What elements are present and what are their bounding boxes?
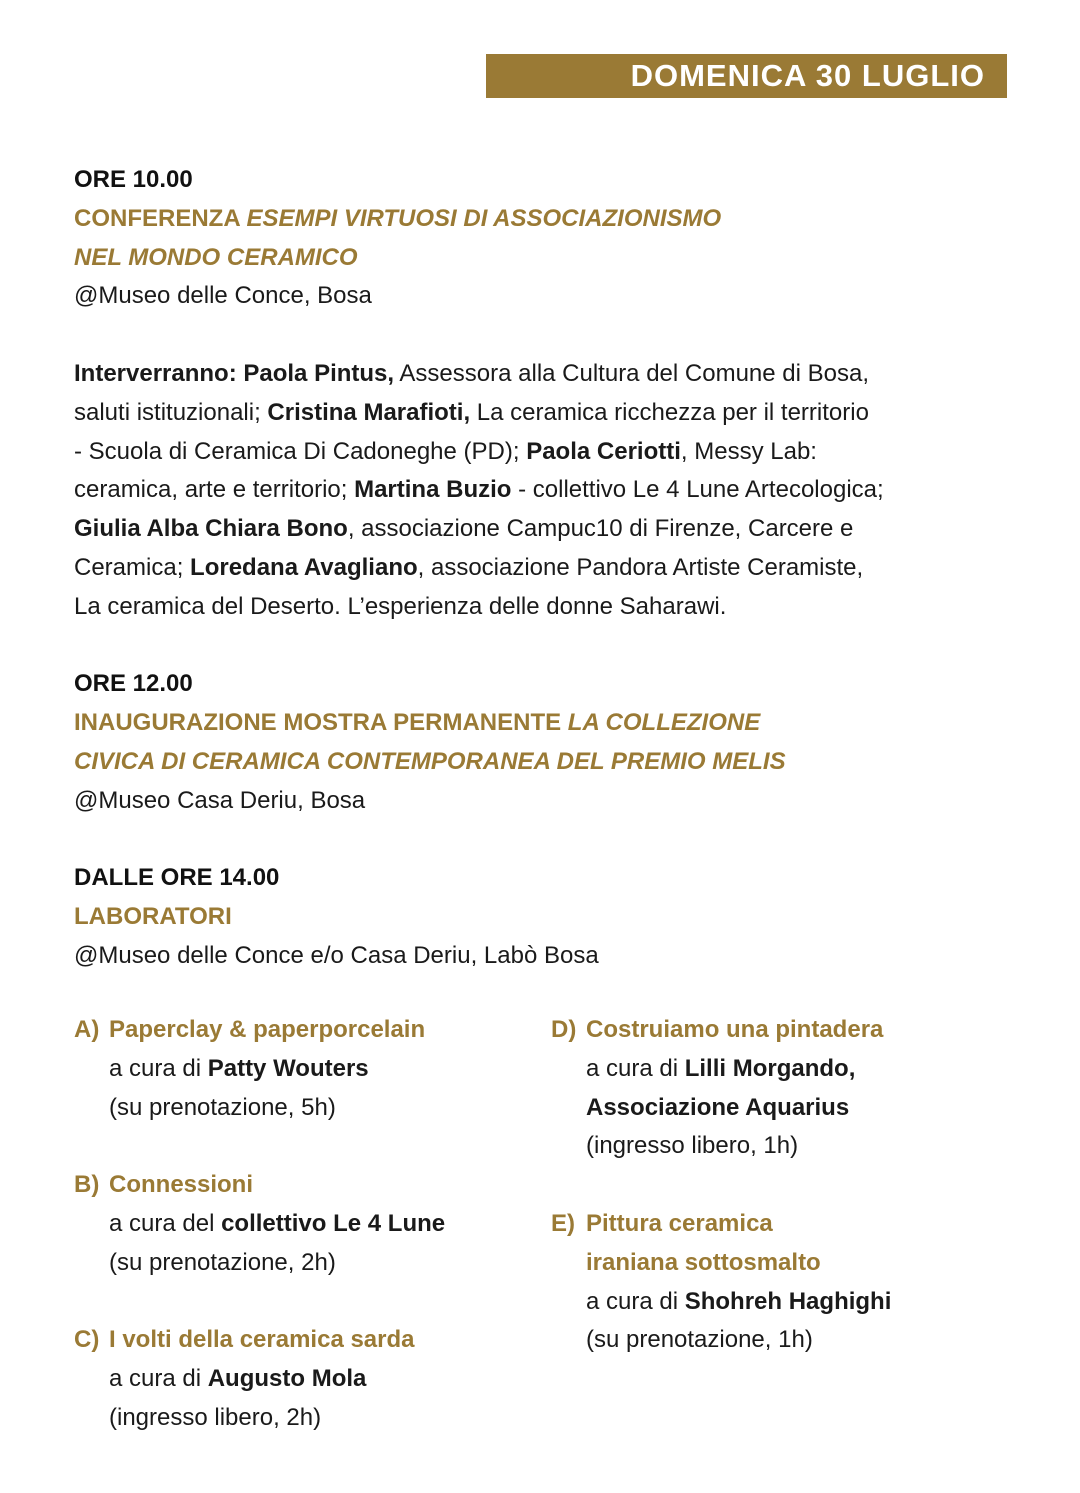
- speaker-role: ceramica, arte e territorio;: [74, 476, 355, 504]
- workshop-note: (su prenotazione, 2h): [109, 1248, 336, 1276]
- event-venue: @Museo delle Conce, Bosa: [74, 282, 372, 310]
- workshop-letter: E): [551, 1209, 575, 1237]
- curator-prefix: a cura di: [109, 1054, 208, 1082]
- workshop-note: (su prenotazione, 5h): [109, 1093, 336, 1121]
- workshop-letter: A): [74, 1016, 100, 1043]
- workshop-note: (su prenotazione, 1h): [586, 1326, 813, 1354]
- speaker-role: - Scuola di Ceramica Di Cadoneghe (PD);: [74, 437, 527, 465]
- event-inauguration: [74, 665, 1024, 820]
- event-conference: [74, 161, 1024, 316]
- curator-prefix: a cura del: [109, 1209, 222, 1237]
- workshop-title: [74, 1166, 544, 1205]
- curator-prefix: a cura di: [586, 1287, 685, 1315]
- schedule-content: [74, 161, 1024, 976]
- workshop-e: [551, 1205, 1021, 1360]
- workshop-name: Pittura ceramica: [586, 1209, 773, 1237]
- workshops-column-left: [74, 1011, 544, 1477]
- event-title-continued: [74, 239, 1024, 278]
- curator-name: Shohreh Haghighi: [684, 1287, 892, 1315]
- workshops-column-right: [551, 1011, 1021, 1399]
- event-workshops: [74, 859, 1024, 975]
- speaker-role: , Messy Lab:: [680, 437, 817, 465]
- event-title-italic: ESEMPI VIRTUOSI DI ASSOCIAZIONISMO: [246, 204, 722, 232]
- workshop-name: Connessioni: [109, 1171, 254, 1199]
- workshop-letter: B): [74, 1171, 100, 1199]
- date-banner: [486, 54, 1007, 98]
- speaker-name: Giulia Alba Chiara Bono: [74, 515, 348, 543]
- workshop-name: Paperclay & paperporcelain: [109, 1016, 426, 1043]
- workshop-curator: [551, 1283, 1021, 1322]
- date-banner-text: DOMENICA 30 LUGLIO: [630, 58, 985, 93]
- event-title-continued: [74, 743, 1024, 782]
- speaker-name: Paola Pintus,: [236, 359, 395, 387]
- speaker-role: , associazione Campuc10 di Firenze, Carcere e: [347, 515, 854, 543]
- speaker-role: La ceramica del Deserto. L’esperienza delle donne Saharawi.: [74, 592, 727, 620]
- event-title-italic-2: NEL MONDO CERAMICO: [74, 243, 358, 271]
- speaker-name: Martina Buzio: [354, 476, 512, 504]
- speaker-name: Cristina Marafioti,: [267, 398, 471, 426]
- workshop-name: I volti della ceramica sarda: [109, 1326, 415, 1354]
- curator-organization: Associazione Aquarius: [586, 1093, 850, 1121]
- speaker-role: Ceramica;: [74, 553, 191, 581]
- event-title-plain: CONFERENZA: [74, 204, 247, 232]
- workshop-letter: C): [74, 1326, 100, 1354]
- speaker-role: saluti istituzionali;: [74, 398, 268, 426]
- speaker-role: La ceramica ricchezza per il territorio: [470, 398, 869, 426]
- workshop-curator: [74, 1050, 544, 1089]
- speaker-role: , associazione Pandora Artiste Ceramiste,: [417, 553, 864, 581]
- event-title-italic: LA COLLEZIONE: [567, 709, 761, 737]
- workshop-curator: [74, 1205, 544, 1244]
- workshop-c: [74, 1321, 544, 1437]
- speaker-name: Loredana Avagliano: [190, 553, 418, 581]
- workshop-a: [74, 1011, 544, 1127]
- event-title: [74, 704, 1024, 743]
- workshop-letter: D): [551, 1016, 577, 1043]
- workshop-title-continued: iraniana sottosmalto: [586, 1248, 821, 1276]
- speakers-intro: Interverranno:: [74, 359, 237, 387]
- curator-prefix: a cura di: [109, 1365, 208, 1393]
- event-title-italic-2: CIVICA DI CERAMICA CONTEMPORANEA DEL PREMIO MELIS: [74, 747, 786, 775]
- workshop-title: [551, 1011, 1021, 1050]
- workshop-curator-continued: [551, 1089, 1021, 1128]
- workshop-note: (ingresso libero, 1h): [586, 1132, 799, 1160]
- workshop-curator: [74, 1360, 544, 1399]
- speaker-role: Assessora alla Cultura del Comune di Bosa,: [394, 359, 869, 387]
- speaker-name: Paola Ceriotti: [526, 437, 681, 465]
- workshop-curator: [551, 1050, 1021, 1089]
- workshop-note: (ingresso libero, 2h): [109, 1403, 322, 1431]
- workshop-title: [74, 1321, 544, 1360]
- event-title: [74, 200, 1024, 239]
- speakers-paragraph: [74, 355, 1024, 627]
- speaker-role: - collettivo Le 4 Lune Artecologica;: [511, 476, 884, 504]
- event-time: ORE 12.00: [74, 670, 193, 698]
- curator-name: Patty Wouters: [207, 1054, 369, 1082]
- event-time: ORE 10.00: [74, 166, 193, 193]
- workshop-name: Costruiamo una pintadera: [586, 1016, 884, 1043]
- curator-prefix: a cura di: [586, 1054, 685, 1082]
- event-title: LABORATORI: [74, 903, 232, 931]
- curator-name: Augusto Mola: [207, 1365, 367, 1393]
- workshop-title: [551, 1205, 1021, 1244]
- event-title-plain: INAUGURAZIONE MOSTRA PERMANENTE: [74, 709, 568, 737]
- event-venue: @Museo Casa Deriu, Bosa: [74, 786, 366, 814]
- event-venue: @Museo delle Conce e/o Casa Deriu, Labò Bosa: [74, 941, 599, 969]
- workshop-title: [74, 1011, 544, 1050]
- curator-name: collettivo Le 4 Lune: [221, 1209, 446, 1237]
- curator-name: Lilli Morgando,: [684, 1054, 856, 1082]
- workshop-d: [551, 1011, 1021, 1166]
- workshop-b: [74, 1166, 544, 1282]
- event-time: DALLE ORE 14.00: [74, 864, 280, 892]
